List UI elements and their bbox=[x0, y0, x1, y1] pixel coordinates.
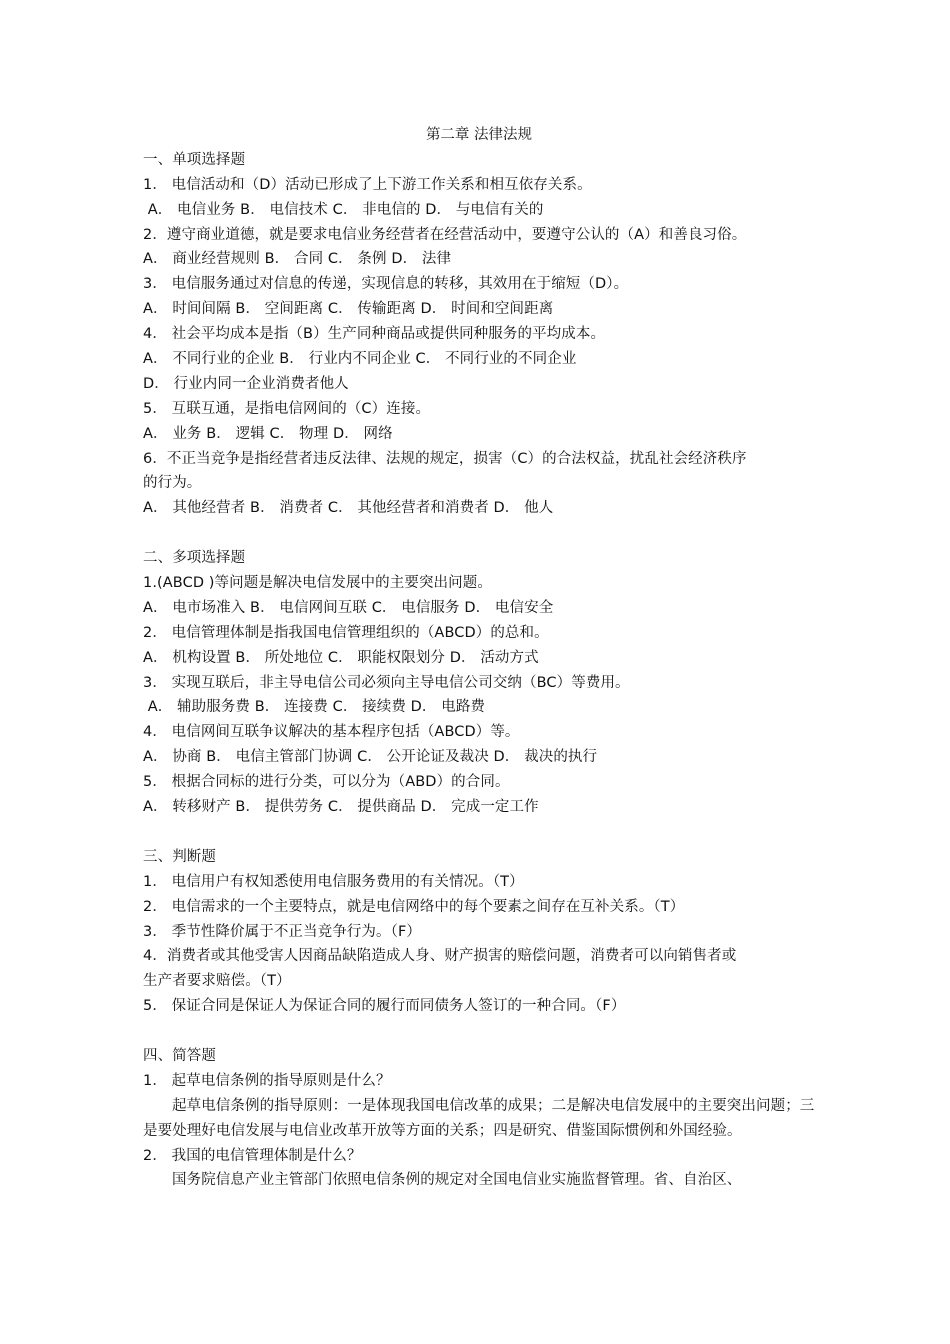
text-line: A． 业务 B． 逻辑 C． 物理 D． 网络 bbox=[143, 425, 393, 442]
chapter-title: 第二章 法律法规 bbox=[425, 127, 533, 143]
text-line: 生产者要求赔偿。（T） bbox=[143, 973, 291, 990]
answer-paragraph: 国务院信息产业主管部门依照电信条例的规定对全国电信业实施监督管理。省、自治区、 bbox=[172, 1172, 742, 1189]
text-line: A． 转移财产 B． 提供劳务 C． 提供商品 D． 完成一定工作 bbox=[143, 799, 539, 816]
text-line: 3． 实现互联后，非主导电信公司必须向主导电信公司交纳（BC）等费用。 bbox=[143, 674, 630, 691]
text-line: A． 电市场准入 B． 电信网间互联 C． 电信服务 D． 电信安全 bbox=[143, 599, 554, 616]
text-line: A． 辅助服务费 B． 连接费 C． 接续费 D． 电路费 bbox=[143, 699, 486, 716]
text-line: A． 电信业务 B． 电信技术 C． 非电信的 D． 与电信有关的 bbox=[143, 201, 544, 218]
section-heading-single-choice: 一、单项选择题 bbox=[143, 151, 246, 168]
text-line: 4． 电信网间互联争议解决的基本程序包括（ABCD）等。 bbox=[143, 724, 520, 741]
text-line: 2．遵守商业道德，就是要求电信业务经营者在经营活动中，要遵守公认的（A）和善良习俗。 bbox=[143, 226, 747, 243]
text-line: 4． 社会平均成本是指（B）生产同种商品或提供同种服务的平均成本。 bbox=[143, 326, 606, 343]
text-line: 4．消费者或其他受害人因商品缺陷造成人身、财产损害的赔偿问题，消费者可以向销售者或 bbox=[143, 948, 737, 965]
section-heading-multiple-choice: 二、多项选择题 bbox=[143, 550, 246, 567]
text-line: 5． 保证合同是保证人为保证合同的履行而同债务人签订的一种合同。（F） bbox=[143, 998, 626, 1015]
question-line: 2． 我国的电信管理体制是什么？ bbox=[143, 1147, 362, 1164]
text-line: 5． 根据合同标的进行分类，可以分为（ABD）的合同。 bbox=[143, 774, 510, 791]
text-line: 3． 季节性降价属于不正当竞争行为。（F） bbox=[143, 923, 422, 940]
blank-line bbox=[143, 521, 815, 546]
text-line: A． 不同行业的企业 B． 行业内不同企业 C． 不同行业的不同企业 bbox=[143, 351, 577, 368]
text-line: A． 商业经营规则 B． 合同 C． 条例 D． 法律 bbox=[143, 251, 452, 268]
text-line: D． 行业内同一企业消费者他人 bbox=[143, 375, 349, 392]
blank-line bbox=[143, 1019, 815, 1044]
text-line: A． 时间间隔 B． 空间距离 C． 传输距离 D． 时间和空间距离 bbox=[143, 301, 554, 318]
answer-paragraph: 起草电信条例的指导原则：一是体现我国电信改革的成果；二是解决电信发展中的主要突出问题；三是要处理好电信发展与电信业改革开放等方面的关系；四是研究、借鉴国际惯例和外国经验。 bbox=[143, 1097, 815, 1139]
text-line: A． 机构设置 B． 所处地位 C． 职能权限划分 D． 活动方式 bbox=[143, 649, 539, 666]
blank-line bbox=[143, 820, 815, 845]
document-body bbox=[143, 123, 815, 1193]
text-line: 的行为。 bbox=[143, 475, 202, 492]
text-line: 1． 电信活动和（D）活动已形成了上下游工作关系和相互依存关系。 bbox=[143, 176, 592, 193]
text-line: 2． 电信管理体制是指我国电信管理组织的（ABCD）的总和。 bbox=[143, 624, 549, 641]
section-heading-short-answer: 四、简答题 bbox=[143, 1047, 216, 1064]
text-line: A． 其他经营者 B． 消费者 C． 其他经营者和消费者 D． 他人 bbox=[143, 500, 554, 517]
text-line: 5． 互联互通，是指电信网间的（C）连接。 bbox=[143, 400, 431, 417]
text-line: 2． 电信需求的一个主要特点，就是电信网络中的每个要素之间存在互补关系。（T） bbox=[143, 898, 685, 915]
text-line: 3． 电信服务通过对信息的传递，实现信息的转移，其效用在于缩短（D）。 bbox=[143, 276, 629, 293]
text-line: 6．不正当竞争是指经营者违反法律、法规的规定，损害（C）的合法权益，扰乱社会经济秩序 bbox=[143, 450, 747, 467]
question-line: 1． 起草电信条例的指导原则是什么？ bbox=[143, 1072, 391, 1089]
section-heading-true-false: 三、判断题 bbox=[143, 848, 216, 865]
text-line: 1． 电信用户有权知悉使用电信服务费用的有关情况。（T） bbox=[143, 873, 524, 890]
text-line: A． 协商 B． 电信主管部门协调 C． 公开论证及裁决 D． 裁决的执行 bbox=[143, 749, 598, 766]
text-line: 1.(ABCD )等问题是解决电信发展中的主要突出问题。 bbox=[143, 575, 492, 592]
